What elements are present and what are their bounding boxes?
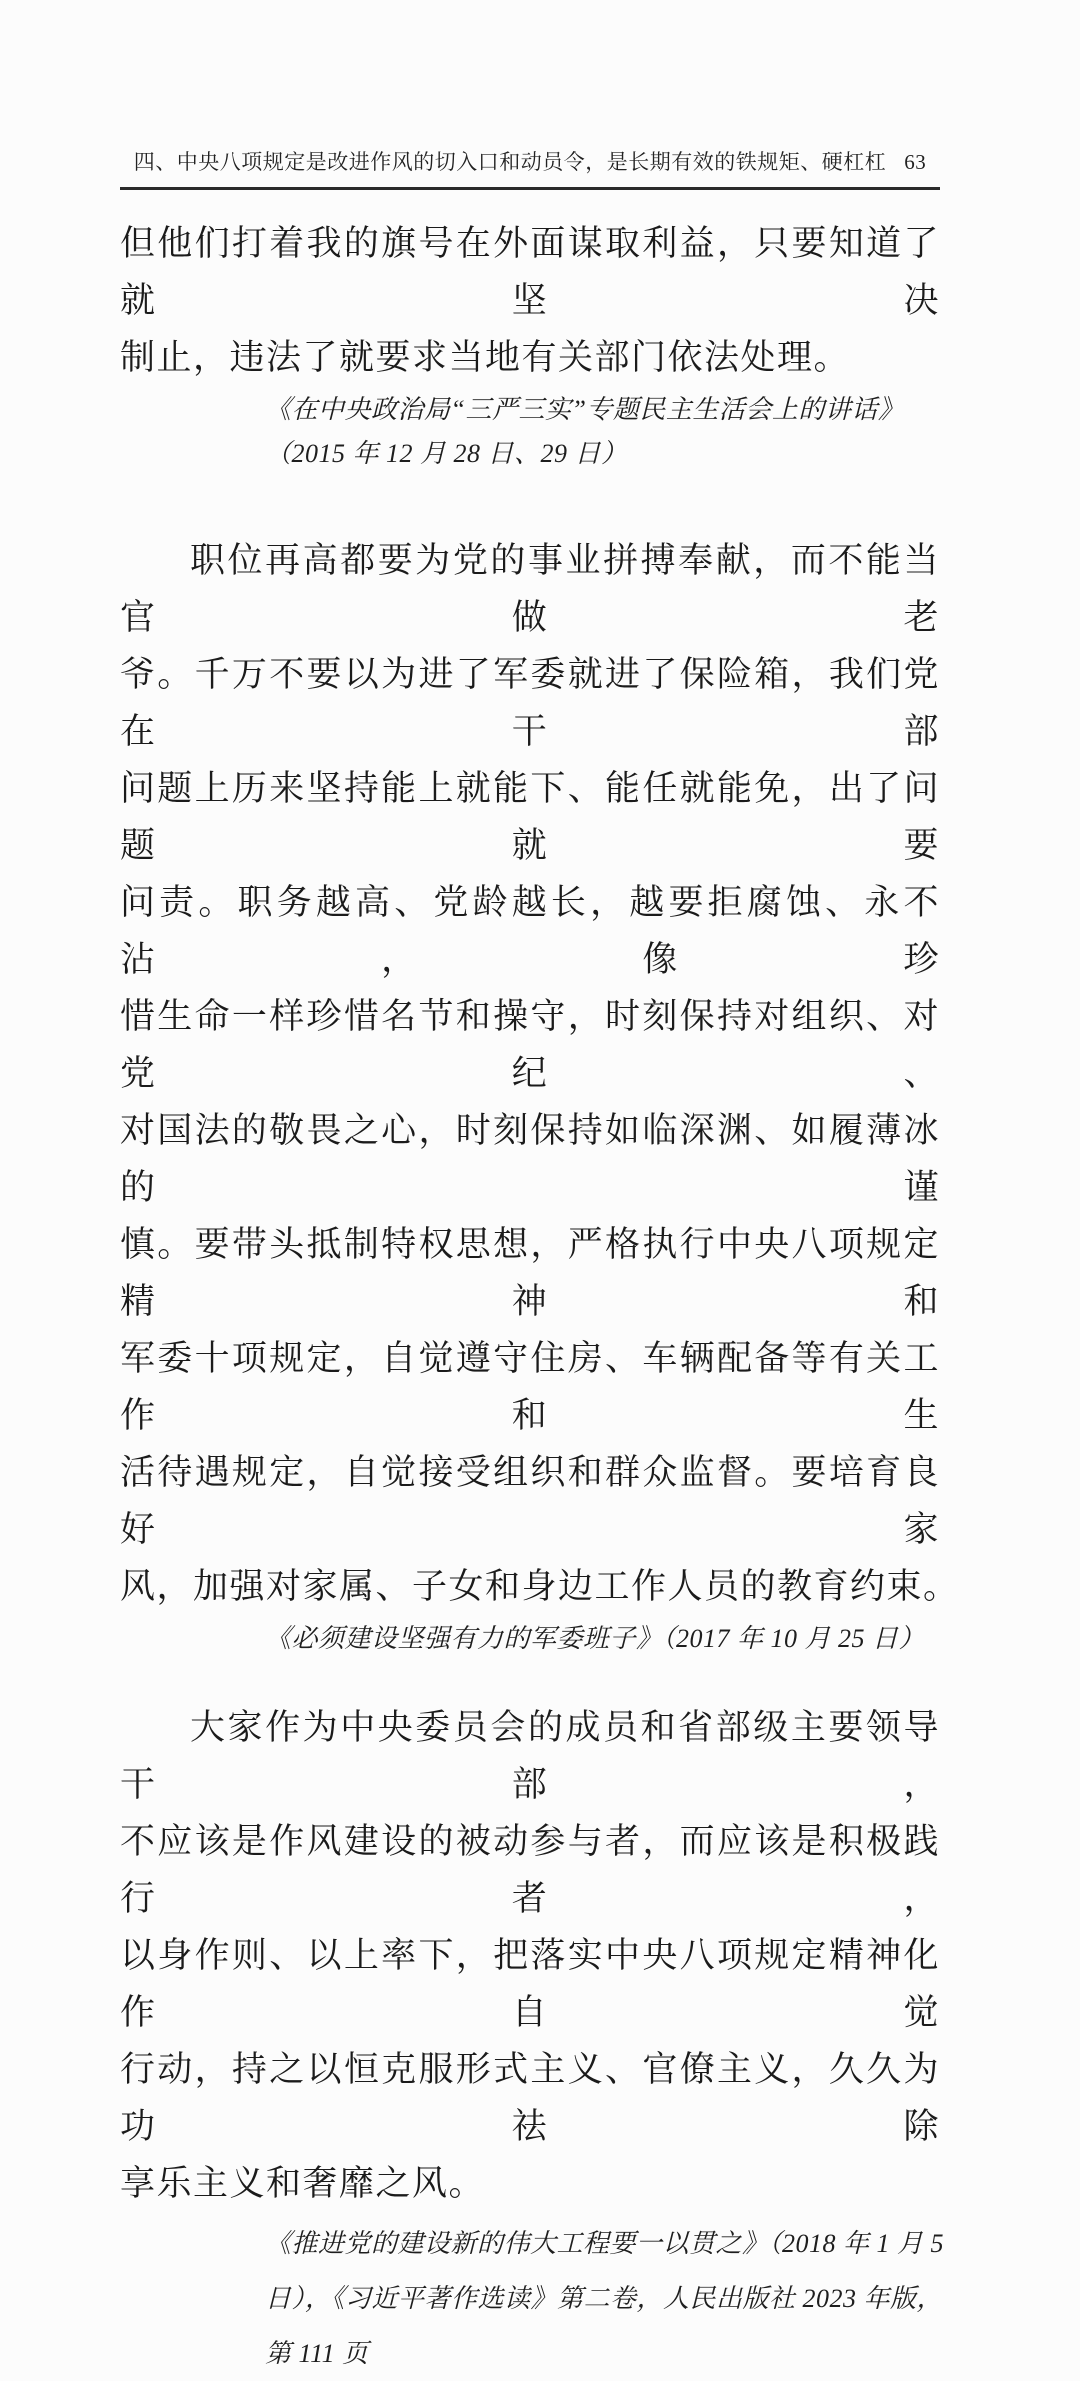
header-rule [120,187,940,190]
paragraph-line: 不应该是作风建设的被动参与者，而应该是积极践行者， [120,1822,940,1918]
paragraph-line: 惜生命一样珍惜名节和操守，时刻保持对组织、对党纪、 [120,997,940,1093]
citation-line: 《必须建设坚强有力的军委班子》（2017 年 10 月 25 日） [265,1624,926,1653]
citation-line: 第 111 页 [265,2339,369,2368]
running-header-title: 四、中央八项规定是改进作风的切入口和动员令，是长期有效的铁规矩、硬杠杠 [133,150,887,174]
citation-line: （2015 年 12 月 28 日、29 日） [265,439,628,468]
citation-source-2 [120,1617,940,1661]
citation-line: 日），《习近平著作选读》第二卷，人民出版社 2023 年版， [265,2284,944,2313]
paragraph-line: 大家作为中央委员会的成员和省部级主要领导干部， [120,1708,940,1804]
running-header [120,146,940,176]
paragraph-line: 慎。要带头抵制特权思想，严格执行中央八项规定精神和 [120,1225,940,1321]
paragraph-line: 行动，持之以恒克服形式主义、官僚主义，久久为功祛除 [120,2050,940,2146]
paragraph-line: 职位再高都要为党的事业拼搏奉献，而不能当官做老 [120,541,940,637]
paragraph-line: 军委十项规定，自觉遵守住房、车辆配备等有关工作和生 [120,1339,940,1435]
paragraph-3 [120,1699,940,2212]
citation-source-1 [120,388,940,476]
citation-source-3 [120,2216,945,2381]
paragraph-line: 但他们打着我的旗号在外面谋取利益，只要知道了就坚决 [120,224,940,320]
paragraph-line: 问题上历来坚持能上就能下、能任就能免，出了问题就要 [120,769,940,865]
paragraph-2 [120,532,960,1615]
paragraph-line: 以身作则、以上率下，把落实中央八项规定精神化作自觉 [120,1936,940,2032]
paragraph-line: 享乐主义和奢靡之风。 [120,2164,486,2203]
paragraph-line: 爷。千万不要以为进了军委就进了保险箱，我们党在干部 [120,655,940,751]
page-number: 63 [904,150,927,174]
citation-line: 《在中央政治局“三严三实”专题民主生活会上的讲话》 [265,395,905,424]
citation-line: 《推进党的建设新的伟大工程要一以贯之》（2018 年 1 月 5 [265,2229,945,2258]
paragraph-line: 问责。职务越高、党龄越长，越要拒腐蚀、永不沾，像珍 [120,883,940,979]
paragraph-line: 活待遇规定，自觉接受组织和群众监督。要培育良好家 [120,1453,940,1549]
paragraph-line: 对国法的敬畏之心，时刻保持如临深渊、如履薄冰的谨 [120,1111,940,1207]
paragraph-1 [120,215,940,386]
paragraph-line: 制止，违法了就要求当地有关部门依法处理。 [120,338,851,377]
paragraph-line: 风，加强对家属、子女和身边工作人员的教育约束。 [120,1567,960,1606]
